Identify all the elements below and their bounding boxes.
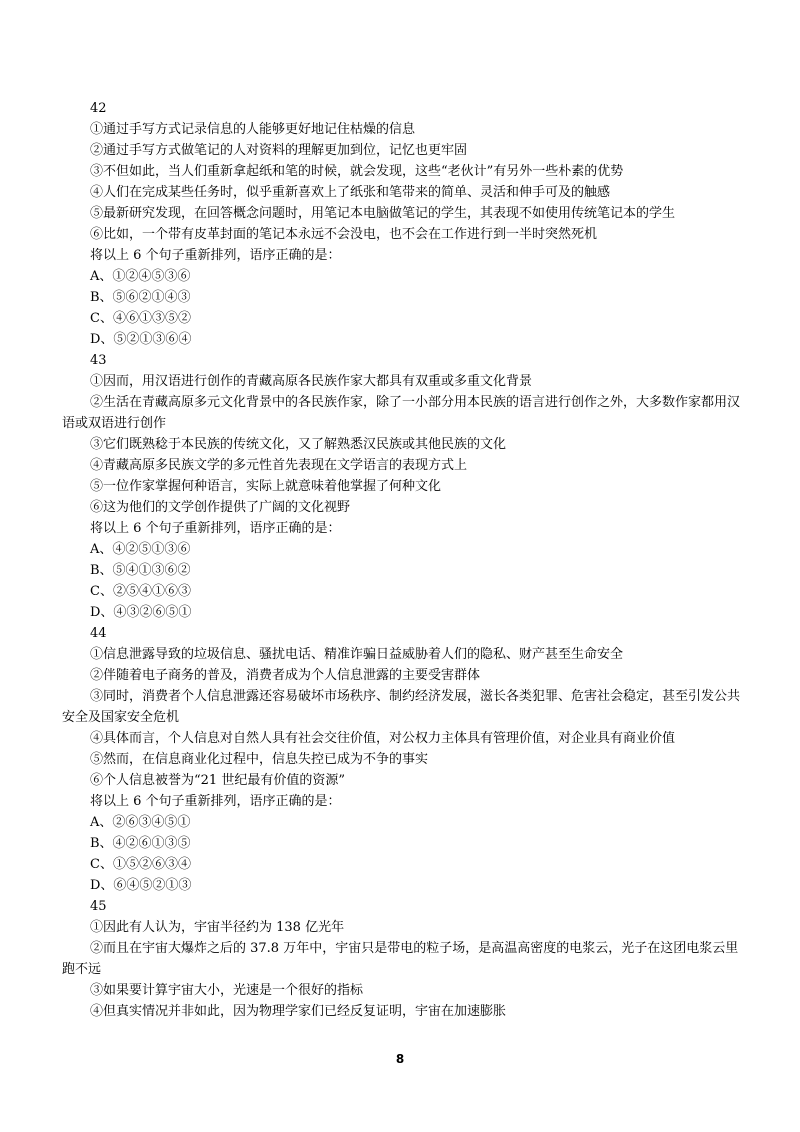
option-a: A、④②⑤①③⑥ — [90, 542, 191, 557]
option-d: D、⑤②①③⑥④ — [90, 332, 192, 347]
question-number: 44 — [90, 626, 107, 641]
sentence: ①因此有人认为，宇宙半径约为 138 亿光年 — [90, 920, 345, 935]
sentence: ②伴随着电子商务的普及，消费者成为个人信息泄露的主要受害群体 — [90, 668, 481, 683]
document-page — [62, 98, 740, 1022]
sentence: ③同时，消费者个人信息泄露还容易破坏市场秩序、制约经济发展，滋长各类犯罪、危害社会稳定，甚至引发公共安全及国家安全危机 — [62, 689, 741, 725]
question-42 — [62, 98, 740, 350]
option-d: D、④③②⑥⑤① — [90, 605, 192, 620]
question-45 — [62, 896, 740, 1022]
question-number: 42 — [90, 101, 107, 116]
option-c: C、①⑤②⑥③④ — [90, 857, 191, 872]
sentence: ①通过手写方式记录信息的人能够更好地记住枯燥的信息 — [90, 122, 416, 137]
option-a: A、①②④⑤③⑥ — [90, 269, 191, 284]
question-prompt: 将以上 6 个句子重新排列，语序正确的是： — [90, 521, 341, 536]
sentence: ②而且在宇宙大爆炸之后的 37.8 万年中，宇宙只是带电的粒子场，是高温高密度的电浆云，光子在这团电浆云里跑不远 — [62, 941, 739, 977]
sentence: ②通过手写方式做笔记的人对资料的理解更加到位，记忆也更牢固 — [90, 143, 468, 158]
option-c: C、②⑤④①⑥③ — [90, 584, 191, 599]
sentence: ④人们在完成某些任务时，似乎重新喜欢上了纸张和笔带来的简单、灵活和伸手可及的触感 — [90, 185, 611, 200]
question-number: 45 — [90, 899, 107, 914]
option-b: B、⑤④①③⑥② — [90, 563, 191, 578]
sentence: ④但真实情况并非如此，因为物理学家们已经反复证明，宇宙在加速膨胀 — [90, 1004, 507, 1019]
sentence: ③不但如此，当人们重新拿起纸和笔的时候，就会发现，这些“老伙计”有另外一些朴素的优势 — [90, 164, 624, 179]
sentence: ⑥这为他们的文学创作提供了广阔的文化视野 — [90, 500, 351, 515]
sentence: ⑥个人信息被誉为“21 世纪最有价值的资源” — [90, 773, 345, 788]
sentence: ⑤最新研究发现，在回答概念问题时，用笔记本电脑做笔记的学生，其表现不如使用传统笔记本的学生 — [90, 206, 676, 221]
sentence: ⑥比如，一个带有皮革封面的笔记本永远不会没电，也不会在工作进行到一半时突然死机 — [90, 227, 598, 242]
option-a: A、②⑥③④⑤① — [90, 815, 191, 830]
sentence: ③如果要计算宇宙大小，光速是一个很好的指标 — [90, 983, 364, 998]
sentence: ②生活在青藏高原多元文化背景中的各民族作家，除了一小部分用本民族的语言进行创作之外，大多数作家都用汉语或双语进行创作 — [62, 395, 741, 431]
question-prompt: 将以上 6 个句子重新排列，语序正确的是： — [90, 794, 341, 809]
sentence: ③它们既熟稔于本民族的传统文化，又了解熟悉汉民族或其他民族的文化 — [90, 437, 507, 452]
sentence: ①因而，用汉语进行创作的青藏高原各民族作家大都具有双重或多重文化背景 — [90, 374, 533, 389]
sentence: ⑤然而，在信息商业化过程中，信息失控已成为不争的事实 — [90, 752, 429, 767]
sentence: ④青藏高原多民族文学的多元性首先表现在文学语言的表现方式上 — [90, 458, 468, 473]
question-prompt: 将以上 6 个句子重新排列，语序正确的是： — [90, 248, 341, 263]
question-number: 43 — [90, 353, 107, 368]
sentence: ⑤一位作家掌握何种语言，实际上就意味着他掌握了何种文化 — [90, 479, 442, 494]
option-d: D、⑥④⑤②①③ — [90, 878, 192, 893]
option-c: C、④⑥①③⑤② — [90, 311, 191, 326]
option-b: B、⑤⑥②①④③ — [90, 290, 191, 305]
question-43 — [62, 350, 740, 623]
question-44 — [62, 623, 740, 896]
sentence: ①信息泄露导致的垃圾信息、骚扰电话、精准诈骗日益威胁着人们的隐私、财产甚至生命安全 — [90, 647, 624, 662]
page-number: 8 — [395, 1052, 405, 1066]
option-b: B、④②⑥①③⑤ — [90, 836, 191, 851]
sentence: ④具体而言，个人信息对自然人具有社会交往价值，对公权力主体具有管理价值，对企业具有商业价值 — [90, 731, 676, 746]
